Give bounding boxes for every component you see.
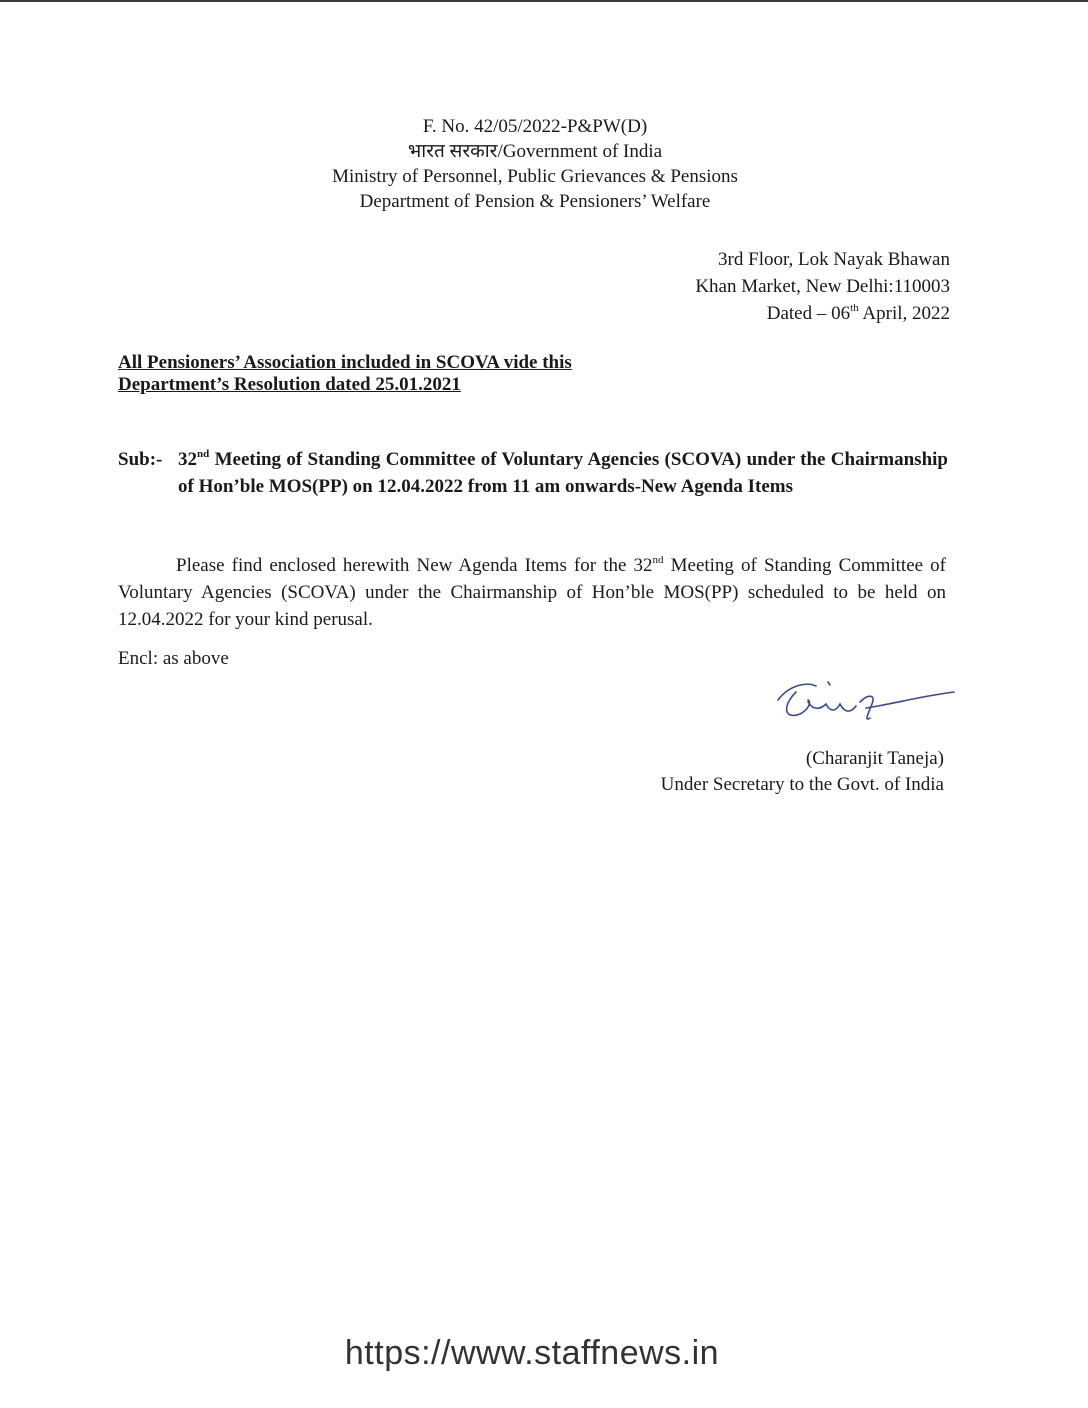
- government-name: भारत सरकार/Government of India: [407, 141, 663, 162]
- subject-block: [118, 446, 948, 500]
- addressee-line-2: Department’s Resolution dated 25.01.2021: [118, 374, 461, 395]
- address-line-1: 3rd Floor, Lok Nayak Bhawan: [718, 249, 950, 270]
- addressee-line-1: All Pensioners’ Association included in SCOVA vide this: [118, 352, 572, 373]
- signatory-designation: Under Secretary to the Govt. of India: [660, 774, 944, 795]
- address-line-2: Khan Market, New Delhi:110003: [695, 276, 950, 297]
- body-part-1: Please find enclosed herewith New Agenda Items for the 32: [176, 555, 653, 576]
- file-number: F. No. 42/05/2022-P&PW(D): [422, 116, 648, 137]
- subject-number: 32: [178, 449, 197, 470]
- subject-text: [178, 446, 948, 500]
- subject-number-suffix: nd: [197, 448, 210, 460]
- date-superscript: th: [850, 302, 859, 314]
- department-name: Department of Pension & Pensioners’ Welfare: [359, 191, 711, 212]
- signatory-block: [560, 746, 944, 798]
- letter-date: [560, 300, 950, 327]
- office-address: [560, 246, 950, 327]
- date-suffix: April, 2022: [858, 303, 950, 324]
- subject-body: Meeting of Standing Committee of Voluntary Agencies (SCOVA) under the Chairmanship of Hon’ble MOS(PP) on 12.04.2022 from 11 am onwards-New Agenda Items: [178, 449, 948, 497]
- ministry-name: Ministry of Personnel, Public Grievances & Pensions: [332, 166, 738, 187]
- enclosure-note: Encl: as above: [118, 648, 229, 669]
- body-paragraph: [118, 552, 946, 633]
- subject-label: Sub:-: [118, 449, 163, 470]
- handwritten-signature: [768, 672, 958, 732]
- page-top-border: [0, 0, 1088, 2]
- signatory-name: (Charanjit Taneja): [805, 748, 944, 769]
- date-prefix: Dated – 06: [766, 303, 851, 324]
- body-superscript: nd: [652, 554, 664, 566]
- website-watermark: https://www.staffnews.in: [344, 1334, 720, 1372]
- addressee: [118, 352, 658, 396]
- body-part-2: Meeting of Standing Committee of Voluntary Agencies (SCOVA) under the Chairmanship of Hon’ble MOS(PP) scheduled to be held on 12.04.2022 for your kind perusal.: [118, 555, 946, 630]
- letter-header: [300, 114, 770, 214]
